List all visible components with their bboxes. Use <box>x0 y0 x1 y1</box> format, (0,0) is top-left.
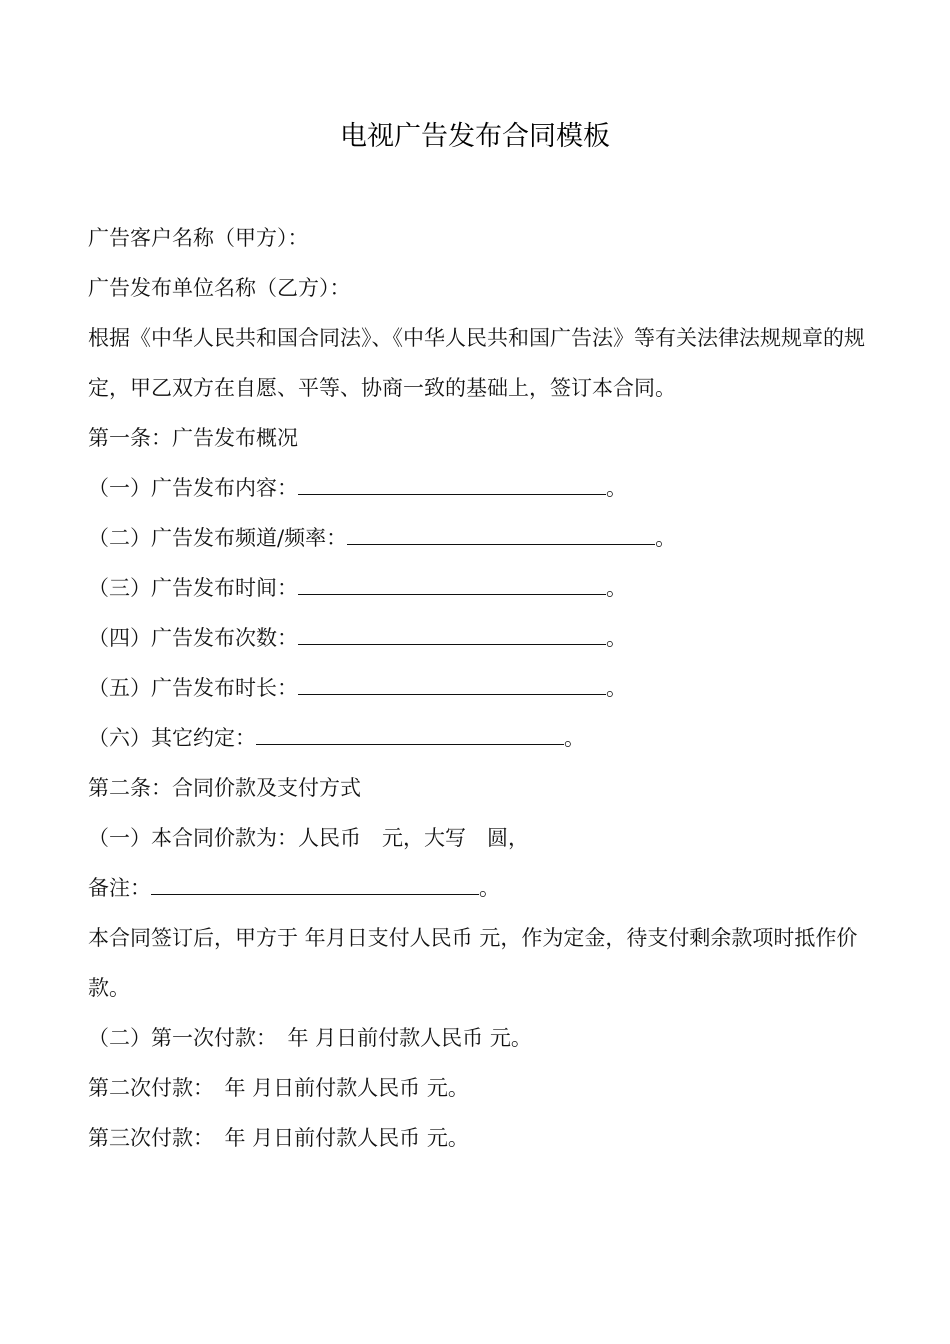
article-1-heading: 第一条：广告发布概况 <box>88 426 298 450</box>
item-end: 。 <box>655 526 677 550</box>
fill-in-blank[interactable] <box>256 726 564 745</box>
item-end: 。 <box>564 726 585 750</box>
fill-in-blank[interactable] <box>298 476 606 495</box>
document-title: 电视广告发布合同模板 <box>340 121 610 152</box>
item-label: （二）广告发布频道/频率： <box>88 526 348 550</box>
article-1-item <box>88 563 868 613</box>
party-b-line: 广告发布单位名称（乙方）： <box>88 276 351 300</box>
item-label: （一）广告发布内容： <box>88 476 298 500</box>
article-1-item <box>88 713 868 763</box>
article-1-item <box>88 463 868 513</box>
document-body <box>88 213 868 1163</box>
fill-in-blank[interactable] <box>298 626 606 645</box>
payment-1-line: （二）第一次付款： 年 月日前付款人民币 元。 <box>88 1026 532 1050</box>
article-2-heading: 第二条：合同价款及支付方式 <box>88 776 361 800</box>
item-label: （四）广告发布次数： <box>88 626 298 650</box>
item-label: （五）广告发布时长： <box>88 676 298 700</box>
payment-2-line: 第二次付款： 年 月日前付款人民币 元。 <box>88 1076 469 1100</box>
item-end: 。 <box>606 576 627 600</box>
item-label: （六）其它约定： <box>88 726 256 750</box>
fill-in-blank[interactable] <box>151 876 479 895</box>
payment-3-line: 第三次付款： 年 月日前付款人民币 元。 <box>88 1126 469 1150</box>
deposit-paragraph: 本合同签订后，甲方于 年月日支付人民币 元，作为定金，待支付剩余款项时抵作价款。 <box>88 926 858 1000</box>
remark-line <box>88 863 868 913</box>
item-end: 。 <box>606 676 627 700</box>
price-line: （一）本合同价款为：人民币 元，大写 圆， <box>88 826 529 850</box>
fill-in-blank[interactable] <box>298 576 606 595</box>
item-end: 。 <box>606 476 627 500</box>
item-end: 。 <box>606 626 627 650</box>
remark-end: 。 <box>479 876 500 900</box>
article-1-item <box>88 613 868 663</box>
fill-in-blank[interactable] <box>347 526 655 545</box>
item-label: （三）广告发布时间： <box>88 576 298 600</box>
remark-label: 备注： <box>88 876 151 900</box>
fill-in-blank[interactable] <box>298 676 606 695</box>
article-1-item <box>88 663 868 713</box>
article-1-item <box>88 513 868 563</box>
preamble-paragraph: 根据《中华人民共和国合同法》、《中华人民共和国广告法》等有关法律法规规章的规定，甲乙双方在自愿、平等、协商一致的基础上，签订本合同。 <box>88 326 865 400</box>
party-a-line: 广告客户名称（甲方）： <box>88 226 309 250</box>
